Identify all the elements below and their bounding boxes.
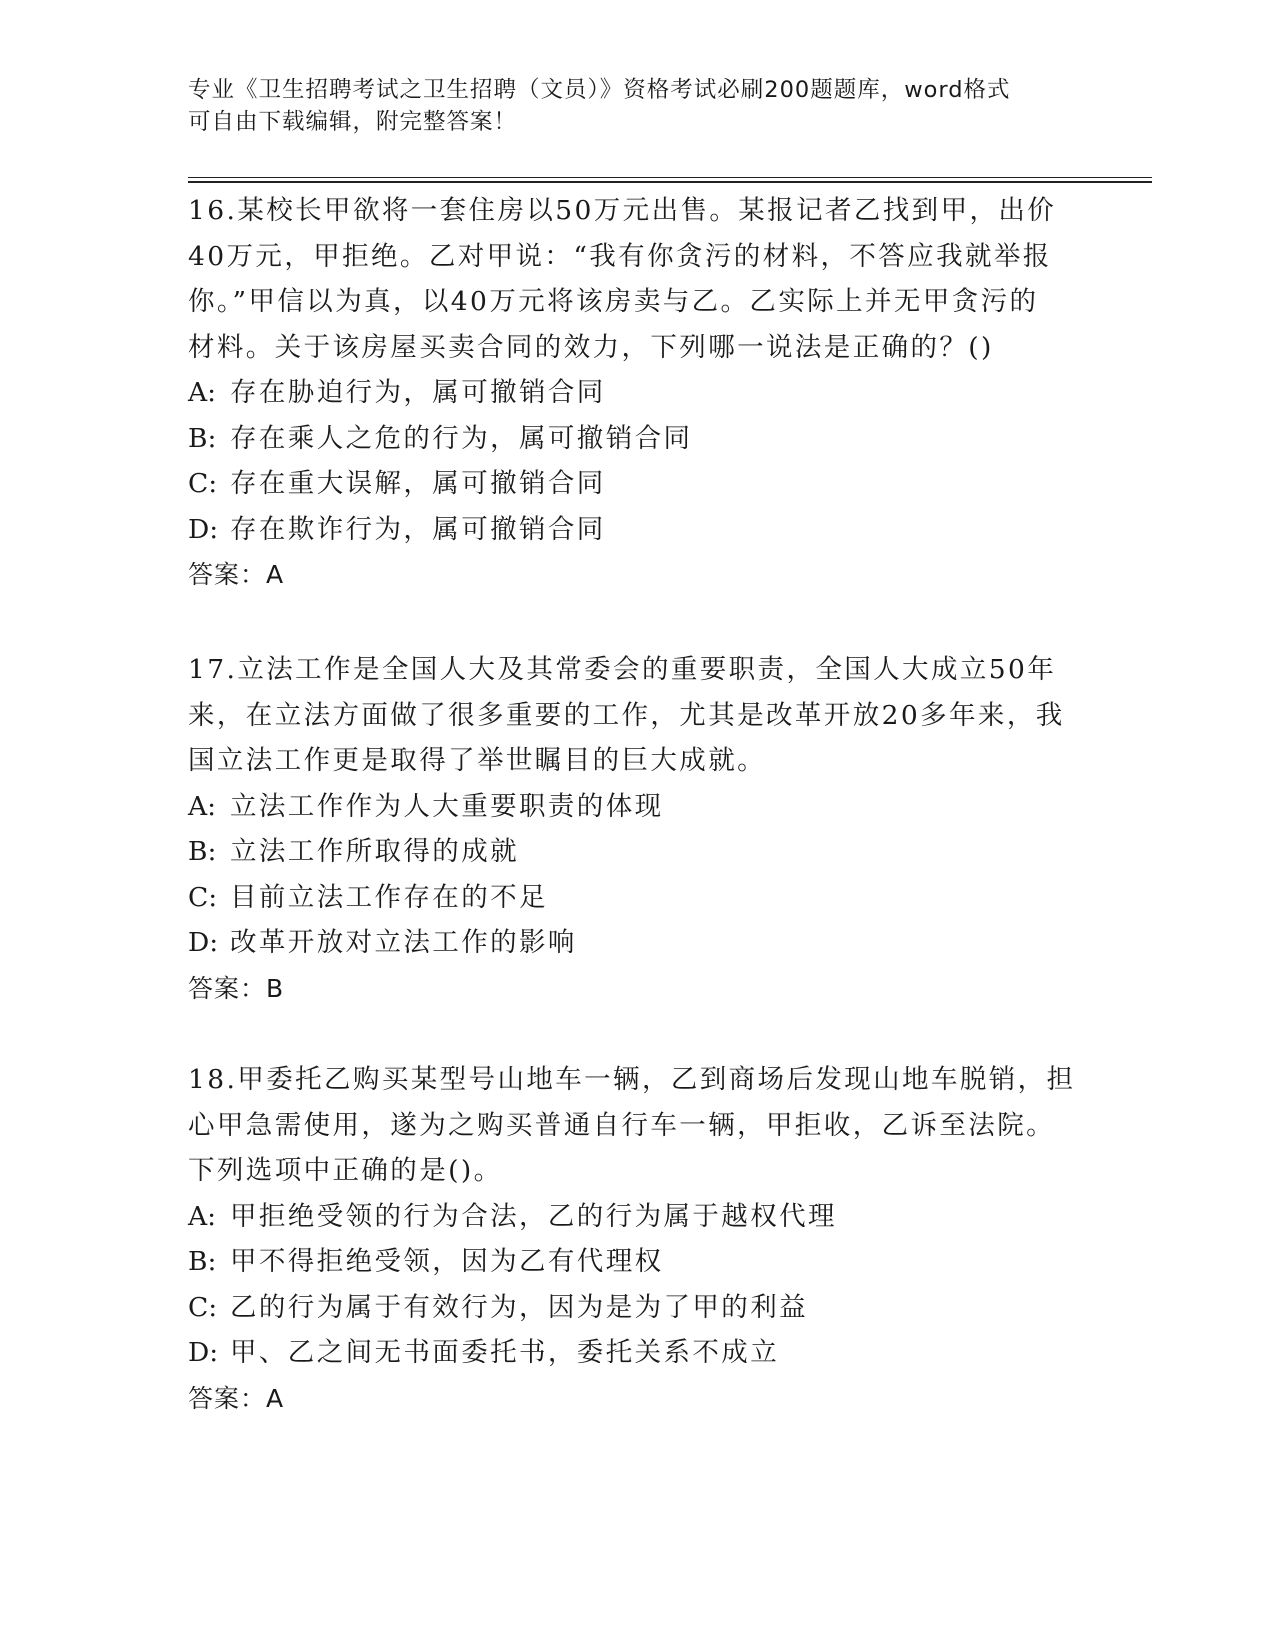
question-text-line: 国立法工作更是取得了举世瞩目的巨大成就。 [188,745,766,776]
question-text-line: 40万元，甲拒绝。乙对甲说：“我有你贪污的材料，不答应我就举报 [188,240,1052,272]
header-line-2: 可自由下载编辑，附完整答案！ [188,109,518,135]
question-text-line: 16.某校长甲欲将一套住房以50万元出售。某报记者乙找到甲，出价 [188,195,1057,226]
option-letter: D: [188,1337,219,1368]
option-text: 甲不得拒绝受领，因为乙有代理权 [230,1246,664,1277]
option-letter: D: [188,927,219,958]
option-a [188,370,1088,416]
header-divider-thick [188,181,1152,183]
option-text: 甲、乙之间无书面委托书，委托关系不成立 [230,1337,780,1368]
option-text: 目前立法工作存在的不足 [230,881,548,913]
option-text: 立法工作所取得的成就 [230,836,519,867]
option-letter: A: [188,790,217,822]
option-text: 乙的行为属于有效行为，因为是为了甲的利益 [230,1291,808,1323]
option-letter: C: [188,1291,218,1323]
option-letter: B: [188,422,217,454]
question-text-line: 材料。关于该房屋买卖合同的效力，下列哪一说法是正确的？() [188,331,994,363]
question-text-line: 心甲急需使用，遂为之购买普通自行车一辆，甲拒收，乙诉至法院。 [188,1109,1055,1141]
question-text-line: 来，在立法方面做了很多重要的工作，尤其是改革开放20多年来，我 [188,699,1065,731]
option-letter: A: [188,377,217,408]
option-text: 存在胁迫行为，属可撤销合同 [230,377,606,408]
question-17 [188,647,1088,1011]
question-text-line: 你。”甲信以为真，以40万元将该房卖与乙。乙实际上并无甲贪污的 [188,286,1039,317]
option-b [188,829,1088,875]
option-text: 立法工作作为人大重要职责的体现 [230,790,664,822]
option-text: 改革开放对立法工作的影响 [230,927,577,958]
option-d [188,920,1088,966]
option-letter: B: [188,836,217,867]
option-text: 存在重大误解，属可撤销合同 [230,468,606,499]
answer: 答案：B [188,973,285,1003]
option-a [188,1194,1088,1240]
option-text: 甲拒绝受领的行为合法，乙的行为属于越权代理 [230,1200,837,1232]
question-18 [188,1057,1088,1421]
question-text-line: 17.立法工作是全国人大及其常委会的重要职责，全国人大成立50年 [188,654,1057,685]
header-divider-thin [188,177,1152,178]
option-d [188,507,1088,553]
option-c [188,875,1088,921]
question-text-line: 18.甲委托乙购买某型号山地车一辆，乙到商场后发现山地车脱销，担 [188,1064,1076,1095]
option-b [188,1239,1088,1285]
option-c [188,1285,1088,1331]
question-text-line: 下列选项中正确的是()。 [188,1155,503,1186]
answer: 答案：A [188,560,285,589]
answer: 答案：A [188,1383,285,1413]
option-c [188,461,1088,507]
document-header [188,74,1088,138]
option-letter: D: [188,513,219,545]
header-line-1: 专业《卫生招聘考试之卫生招聘（文员）》资格考试必刷200题题库，word格式 [188,77,1011,103]
option-letter: B: [188,1246,217,1277]
option-letter: A: [188,1200,217,1232]
option-d [188,1330,1088,1376]
option-b [188,416,1088,462]
option-a [188,784,1088,830]
option-letter: C: [188,468,218,499]
option-text: 存在欺诈行为，属可撤销合同 [230,513,606,545]
option-text: 存在乘人之危的行为，属可撤销合同 [230,422,693,454]
option-letter: C: [188,881,218,913]
question-16 [188,188,1088,598]
